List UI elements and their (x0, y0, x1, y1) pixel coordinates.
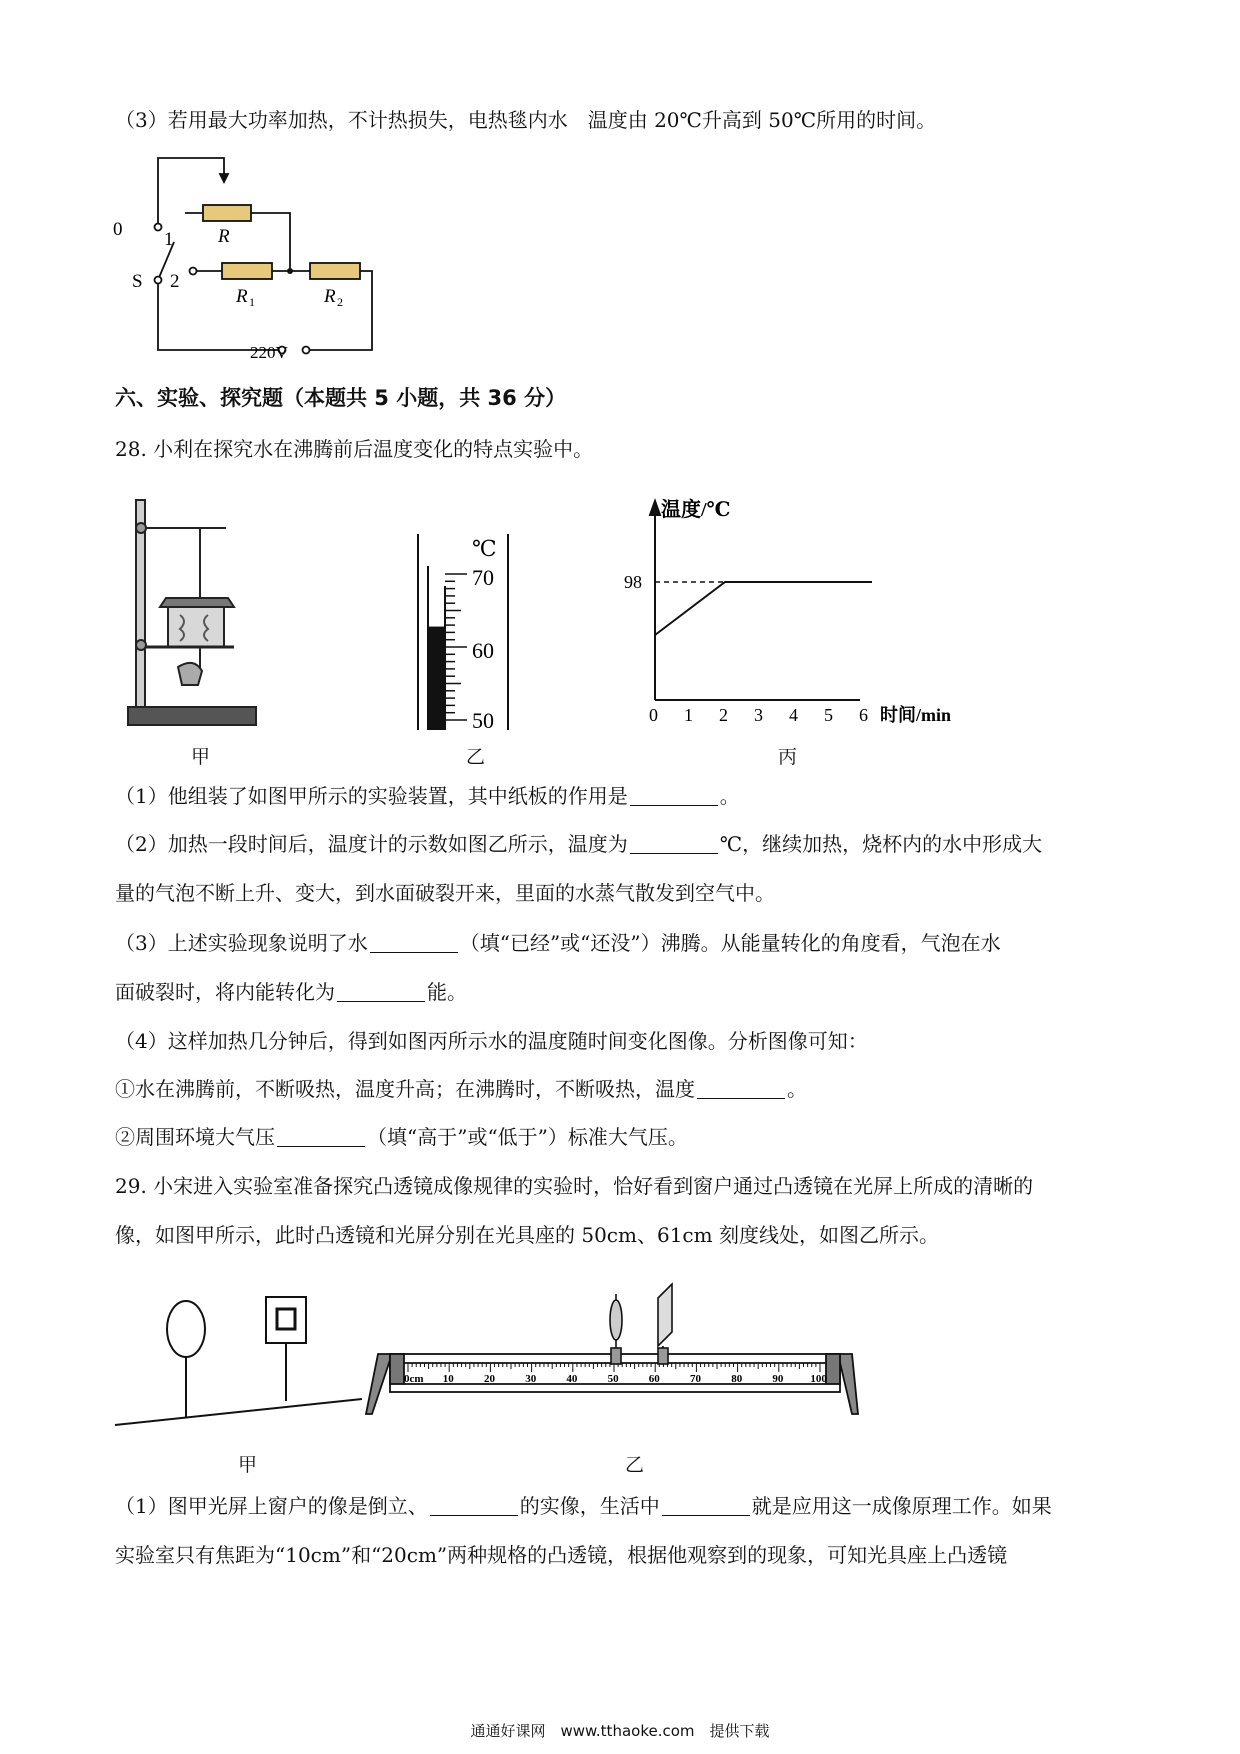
label-r1-sub: 1 (249, 295, 255, 309)
circuit-diagram (110, 150, 370, 360)
fig-label-bing: 丙 (778, 746, 798, 768)
q29-part1-cont: 实验室只有焦距为“10cm”和“20cm”两种规格的凸透镜，根据他观察到的现象，可知光具座上凸透镜 (115, 1543, 1008, 1567)
fig-label-yi: 乙 (466, 746, 486, 768)
label-zero: 0 (113, 219, 123, 240)
label-voltage: 220V (250, 343, 288, 362)
label-two: 2 (170, 271, 180, 292)
graph-x-4: 4 (789, 705, 798, 725)
bench-tick-label: 60 (648, 1373, 660, 1385)
label-switch: S (132, 271, 143, 292)
label-r1: R (236, 286, 248, 307)
answer-blank-4[interactable] (337, 981, 425, 1002)
q29-stem-2: 像，如图甲所示，此时凸透镜和光屏分别在光具座的 50cm、61cm 刻度线处，如图乙所示。 (115, 1223, 939, 1247)
answer-blank-3[interactable] (370, 932, 458, 953)
thermo-tick-70: 70 (472, 565, 494, 590)
optical-bench-figure (368, 1262, 858, 1432)
window-image-figure (110, 1285, 370, 1435)
q28-stem: 28. 小利在探究水在沸腾前后温度变化的特点实验中。 (115, 437, 594, 461)
bench-tick-label: 10 (442, 1373, 454, 1385)
bench-tick-label: 80 (731, 1373, 743, 1385)
q28-part4-2: ②周围环境大气压 （填“高于”或“低于”）标准大气压。 (115, 1125, 688, 1149)
answer-blank-5[interactable] (697, 1078, 785, 1099)
bench-tick-label: 70 (690, 1373, 701, 1385)
label-one: 1 (164, 229, 174, 250)
fig-label-yi-29: 乙 (625, 1454, 645, 1476)
apparatus-figure (128, 495, 288, 730)
graph-y-98: 98 (624, 572, 642, 592)
q29-stem-1: 29. 小宋进入实验室准备探究凸透镜成像规律的实验时，恰好看到窗户通过凸透镜在光屏上所成的清晰的 (115, 1174, 1034, 1198)
thermo-unit: ℃ (472, 536, 497, 561)
q28-part4: （4）这样加热几分钟后，得到如图丙所示水的温度随时间变化图像。分析图像可知： (115, 1029, 868, 1053)
label-r2-sub: 2 (337, 295, 343, 309)
graph-ylabel: 温度/℃ (661, 499, 731, 521)
q28-part4-1: ①水在沸腾前，不断吸热，温度升高；在沸腾时，不断吸热，温度 。 (115, 1077, 807, 1101)
temperature-graph (624, 495, 970, 730)
thermometer-figure (398, 528, 518, 763)
label-r: R (218, 226, 230, 247)
graph-x-5: 5 (824, 705, 833, 725)
q28-part1: （1）他组装了如图甲所示的实验装置，其中纸板的作用是 。 (115, 784, 740, 808)
answer-blank-6[interactable] (277, 1126, 365, 1147)
q28-part2-cont: 量的气泡不断上升、变大，到水面破裂开来，里面的水蒸气散发到空气中。 (115, 881, 775, 905)
bench-tick-label: 20 (484, 1373, 495, 1385)
answer-blank-2[interactable] (630, 833, 718, 854)
q28-part2: （2）加热一段时间后，温度计的示数如图乙所示，温度为 ℃，继续加热，烧杯内的水中形成大 (115, 832, 1043, 856)
bench-tick-label: 40 (566, 1373, 578, 1385)
q28-part3: （3）上述实验现象说明了水 （填“已经”或“还没”）沸腾。从能量转化的角度看，气泡在水 (115, 931, 1001, 955)
bench-tick-label: 100 (810, 1373, 827, 1385)
bench-tick-label: 50 (607, 1373, 619, 1385)
graph-x-2: 2 (719, 705, 728, 725)
thermo-tick-50: 50 (472, 708, 494, 733)
fig-label-jia-29: 甲 (238, 1454, 258, 1476)
fig-label-jia: 甲 (191, 746, 211, 768)
graph-x-0: 0 (649, 705, 658, 725)
label-r2: R (324, 286, 336, 307)
bench-tick-label: 90 (772, 1373, 784, 1385)
graph-x-3: 3 (754, 705, 763, 725)
thermo-tick-60: 60 (472, 638, 494, 663)
answer-blank-1[interactable] (630, 785, 718, 806)
graph-x-6: 6 (859, 705, 868, 725)
page-footer: 通通好课网 www.tthaoke.com 提供下载 (470, 1722, 770, 1740)
junction-dot (287, 268, 293, 274)
graph-xlabel: 时间/min (880, 705, 952, 725)
answer-blank-7[interactable] (430, 1495, 518, 1516)
section-title: 六、实验、探究题（本题共 5 小题，共 36 分） (115, 386, 567, 410)
q27-part3-text: （3）若用最大功率加热，不计热损失，电热毯内水 温度由 20℃升高到 50℃所用的时间。 (115, 108, 937, 132)
bench-tick-label: 30 (525, 1373, 537, 1385)
answer-blank-8[interactable] (662, 1495, 750, 1516)
graph-x-1: 1 (684, 705, 693, 725)
q28-part3-cont: 面破裂时，将内能转化为 能。 (115, 980, 467, 1004)
bench-unit-label: 0cm (404, 1373, 424, 1385)
mercury-column (429, 627, 444, 730)
q29-part1: （1）图甲光屏上窗户的像是倒立、 的实像，生活中 就是应用这一成像原理工作。如果 (115, 1494, 1052, 1518)
